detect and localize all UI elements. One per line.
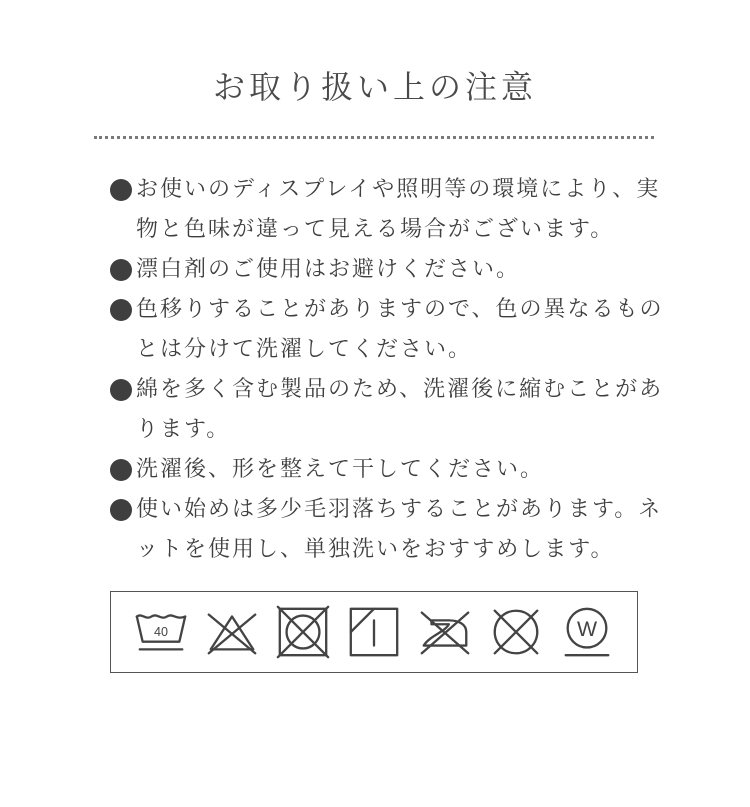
dotted-divider [94, 136, 654, 139]
bullet-icon [110, 179, 132, 201]
care-notes-list [110, 170, 670, 570]
care-symbols-box [110, 591, 638, 673]
bullet-icon [110, 299, 132, 321]
wet-clean-letter: W [577, 616, 598, 641]
note-text: 使い始めは多少毛羽落ちすることがあります。ネットを使用し、単独洗いをおすすめします。 [136, 497, 663, 562]
note-text: 色移りすることがありますので、色の異なるものとは分けて洗濯してください。 [136, 297, 664, 362]
page-title: お取り扱い上の注意 [212, 68, 537, 106]
no-tumble-dry-icon [274, 603, 332, 661]
no-dry-clean-icon [487, 603, 545, 661]
list-item [110, 170, 670, 250]
list-item [110, 250, 670, 290]
bullet-icon [110, 259, 132, 281]
bullet-icon [110, 459, 132, 481]
no-iron-icon [416, 603, 474, 661]
line-dry-icon [345, 603, 403, 661]
wet-clean-icon [558, 603, 616, 661]
list-item [110, 490, 670, 570]
note-text: 漂白剤のご使用はお避けください。 [136, 257, 521, 282]
note-text: 綿を多く含む製品のため、洗濯後に縮むことがあります。 [136, 377, 664, 442]
note-text: お使いのディスプレイや照明等の環境により、実物と色味が違って見える場合がございます。 [136, 177, 661, 242]
wash-temp-label: 40 [153, 624, 168, 639]
bullet-icon [110, 499, 132, 521]
bullet-icon [110, 379, 132, 401]
note-text: 洗濯後、形を整えて干してください。 [136, 457, 545, 482]
wash-40-icon [132, 603, 190, 661]
list-item [110, 450, 670, 490]
list-item [110, 370, 670, 450]
list-item [110, 290, 670, 370]
no-bleach-icon [203, 603, 261, 661]
